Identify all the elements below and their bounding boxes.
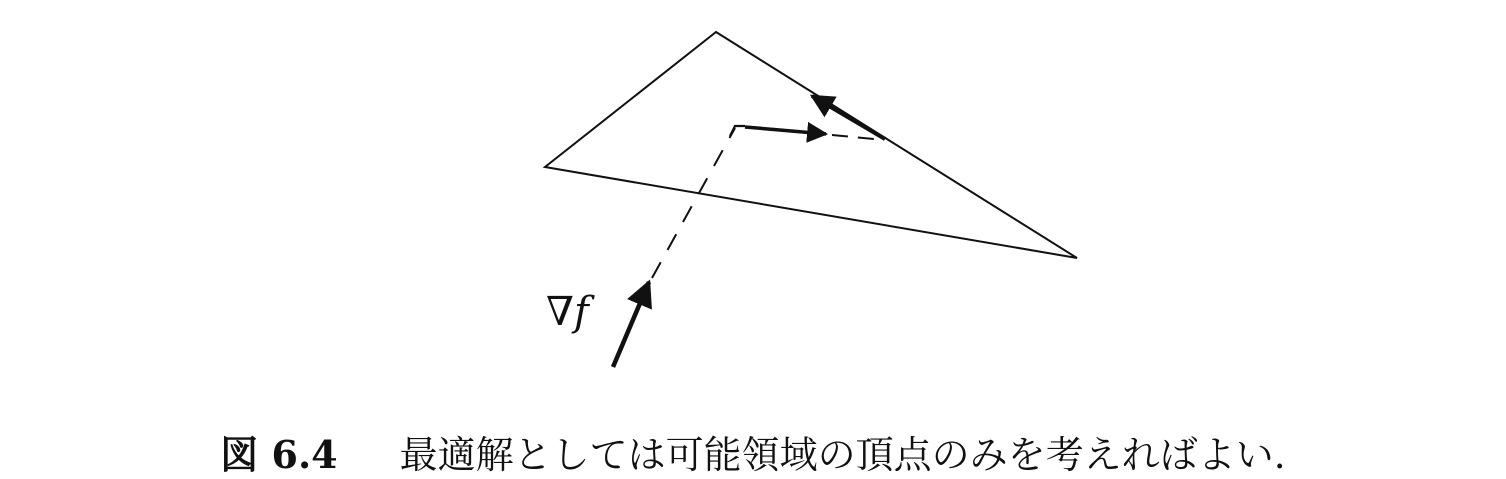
search-path-dashed [652, 128, 735, 278]
figure-label: 図 6.4 [220, 432, 338, 477]
gradient-label [546, 289, 595, 335]
gradient-arrow [613, 282, 649, 367]
nabla-symbol: ∇ [546, 289, 574, 335]
gradient-variable: f [573, 289, 589, 335]
feasible-region-triangle [545, 32, 1077, 258]
caption-text: 最適解としては可能領域の頂点のみを考えればよい. [399, 433, 1286, 477]
figure-caption [0, 424, 1506, 479]
horizontal-move-arrow [745, 127, 826, 134]
